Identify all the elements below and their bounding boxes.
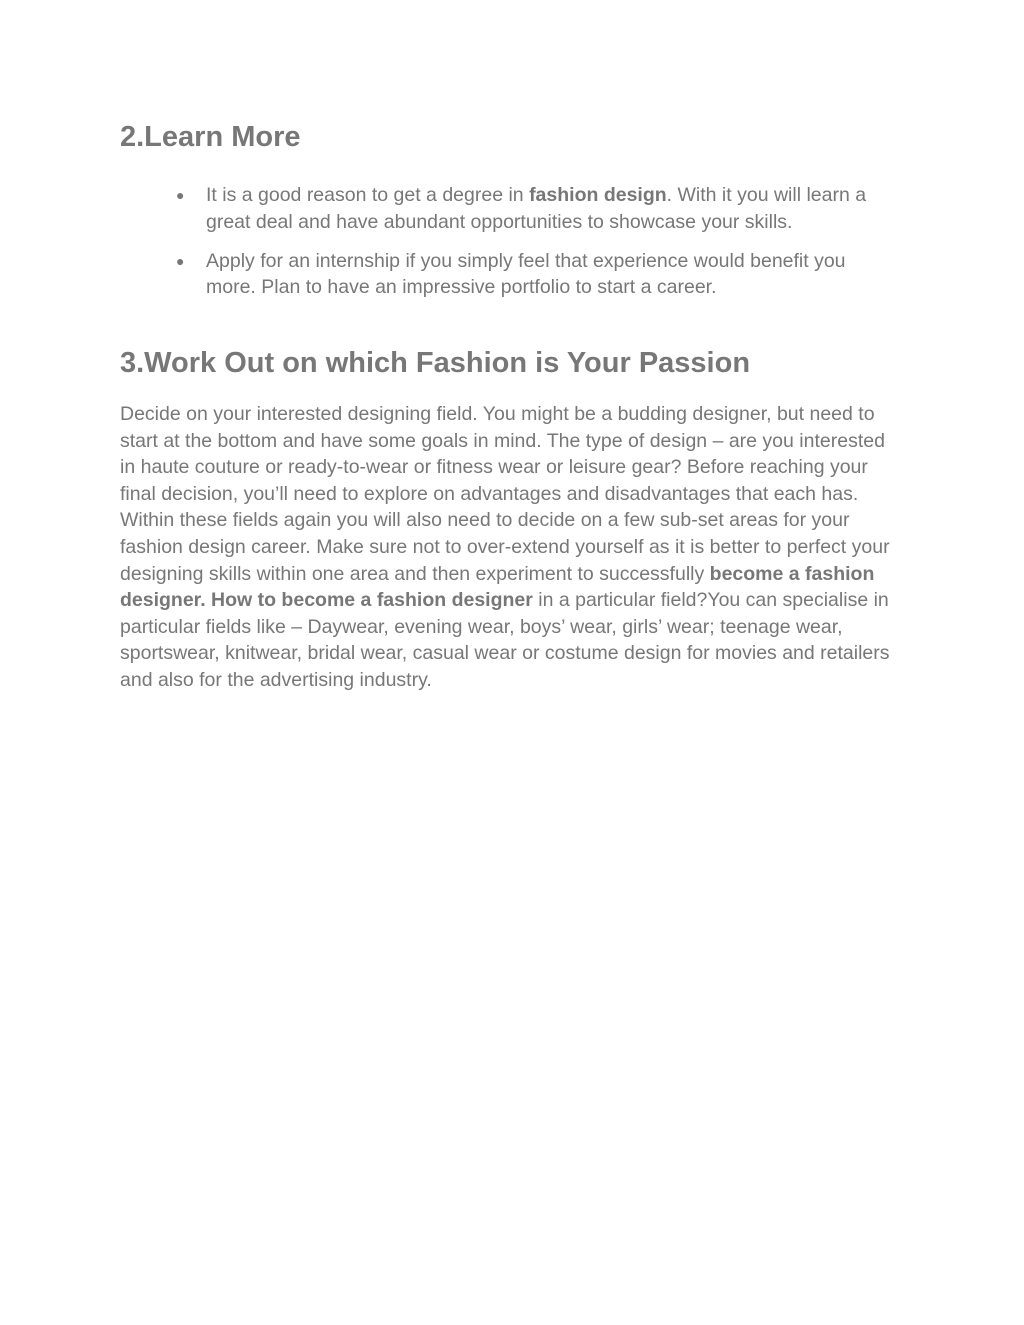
section-heading-passion: 3.Work Out on which Fashion is Your Passion bbox=[120, 347, 751, 379]
section-heading-learn-more: 2.Learn More bbox=[120, 121, 301, 153]
body-paragraph bbox=[120, 401, 905, 694]
paragraph-text-bold: become a fashion designer. How to become a fashion designer bbox=[120, 562, 875, 612]
list-item bbox=[120, 248, 900, 301]
bullet-list bbox=[120, 182, 900, 313]
list-item bbox=[120, 182, 900, 235]
bullet-icon: ● bbox=[176, 252, 185, 269]
bullet-text-post: . With it you will learn a great deal and have abundant opportunities to showcase your skills. bbox=[206, 184, 867, 233]
bullet-text-pre: It is a good reason to get a degree in bbox=[206, 184, 530, 206]
paragraph-text-post: in a particular field?You can specialise in particular fields like – Daywear, evening wear, boys’ wear, girls’ wear; teenage wear, sportswear, knitwear, bridal wear, casual wear or costume design for movies and retailers and also for the advertising industry. bbox=[120, 589, 890, 691]
bullet-text: Apply for an internship if you simply feel that experience would benefit you more. Plan to have an impressive portfolio to start a career. bbox=[206, 249, 846, 298]
bullet-icon: ● bbox=[176, 187, 185, 203]
paragraph-text-pre: Decide on your interested designing field. You might be a budding designer, but need to start at the bottom and have some goals in mind. The type of design – are you interested in haute couture or ready-to-wear or fitness wear or leisure gear? Before reaching your final decision, you’ll need to explore on advantages and disadvantages that each has. Within these fields again you will also need to decide on a few sub-set areas for your fashion design career. Make sure not to over-extend yourself as it is better to perfect your designing skills within one area and then experiment to successfully bbox=[120, 403, 890, 585]
bullet-text-bold: fashion design bbox=[529, 184, 667, 206]
